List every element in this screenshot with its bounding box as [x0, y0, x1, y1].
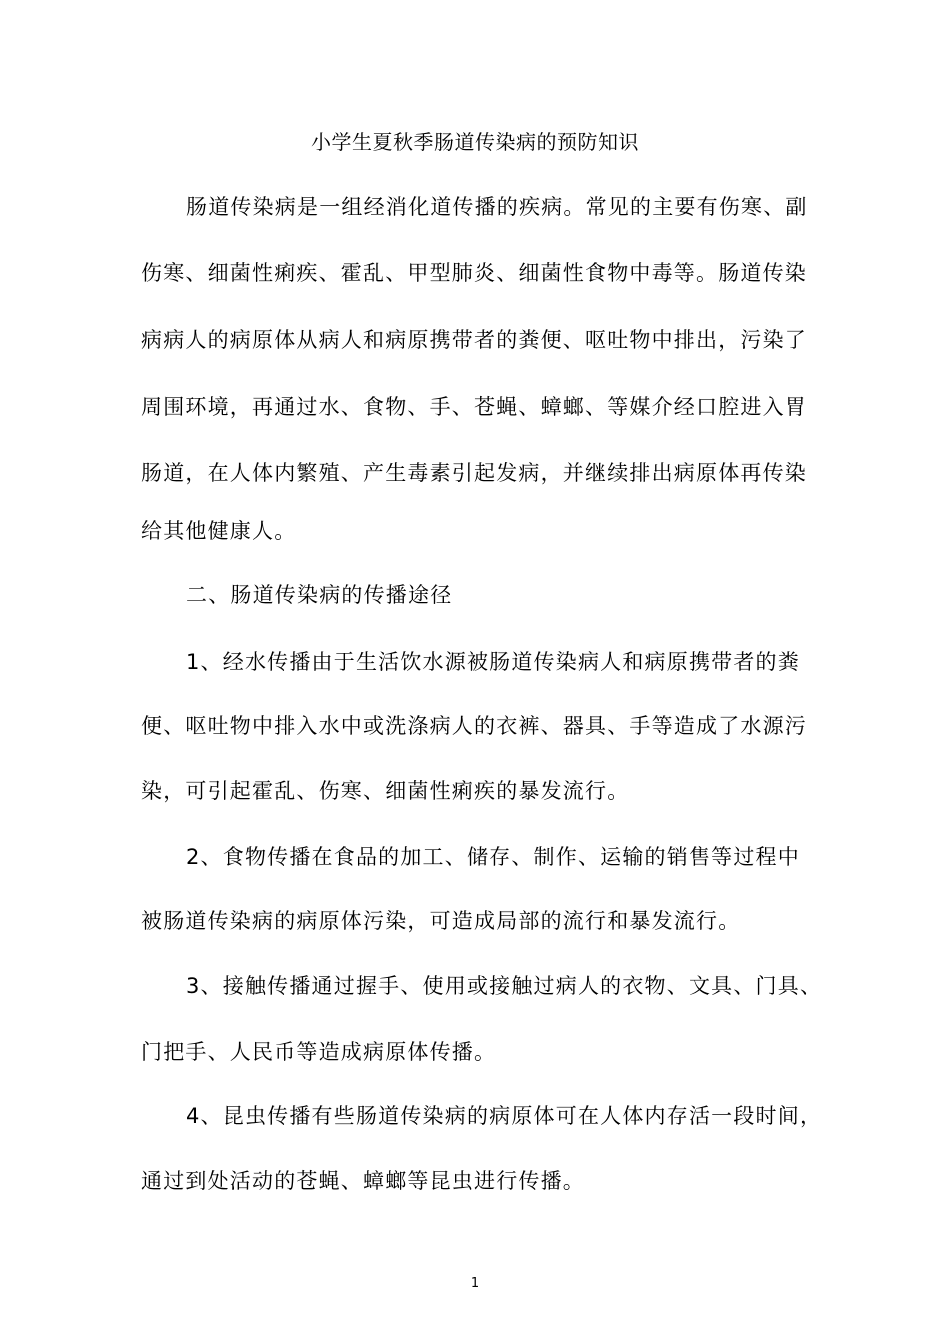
paragraph-line: 门把手、人民币等造成病原体传播。 — [141, 1040, 497, 1064]
paragraph-line: 通过到处活动的苍蝇、蟑螂等昆虫进行传播。 — [141, 1169, 585, 1193]
page-number: 1 — [470, 1276, 480, 1291]
paragraph-line: 被肠道传染病的病原体污染，可造成局部的流行和暴发流行。 — [141, 909, 741, 933]
paragraph-line: 肠道，在人体内繁殖、产生毒素引起发病，并继续排出病原体再传染 — [141, 461, 807, 485]
paragraph-line: 周围环境，再通过水、食物、手、苍蝇、蟑螂、等媒介经口腔进入胃 — [141, 395, 807, 419]
paragraph-line: 3、接触传播通过握手、使用或接触过病人的衣物、文具、门具、 — [186, 974, 823, 998]
paragraph-line: 肠道传染病是一组经消化道传播的疾病。常见的主要有伤寒、副 — [186, 195, 808, 219]
paragraph-line: 1、经水传播由于生活饮水源被肠道传染病人和病原携带者的粪 — [186, 650, 800, 674]
section-heading: 二、肠道传染病的传播途径 — [186, 583, 453, 607]
paragraph-line: 伤寒、细菌性痢疾、霍乱、甲型肺炎、细菌性食物中毒等。肠道传染 — [141, 261, 807, 285]
paragraph-line: 便、呕吐物中排入水中或洗涤病人的衣裤、器具、手等造成了水源污 — [141, 714, 807, 738]
paragraph-line: 染，可引起霍乱、伤寒、细菌性痢疾的暴发流行。 — [141, 779, 630, 803]
paragraph-line: 2、食物传播在食品的加工、储存、制作、运输的销售等过程中 — [186, 845, 800, 869]
paragraph-line: 4、昆虫传播有些肠道传染病的病原体可在人体内存活一段时间， — [186, 1104, 823, 1128]
document-title: 小学生夏秋季肠道传染病的预防知识 — [311, 130, 639, 154]
paragraph-line: 病病人的病原体从病人和病原携带者的粪便、呕吐物中排出，污染了 — [141, 328, 807, 352]
paragraph-line: 给其他健康人。 — [141, 519, 297, 543]
